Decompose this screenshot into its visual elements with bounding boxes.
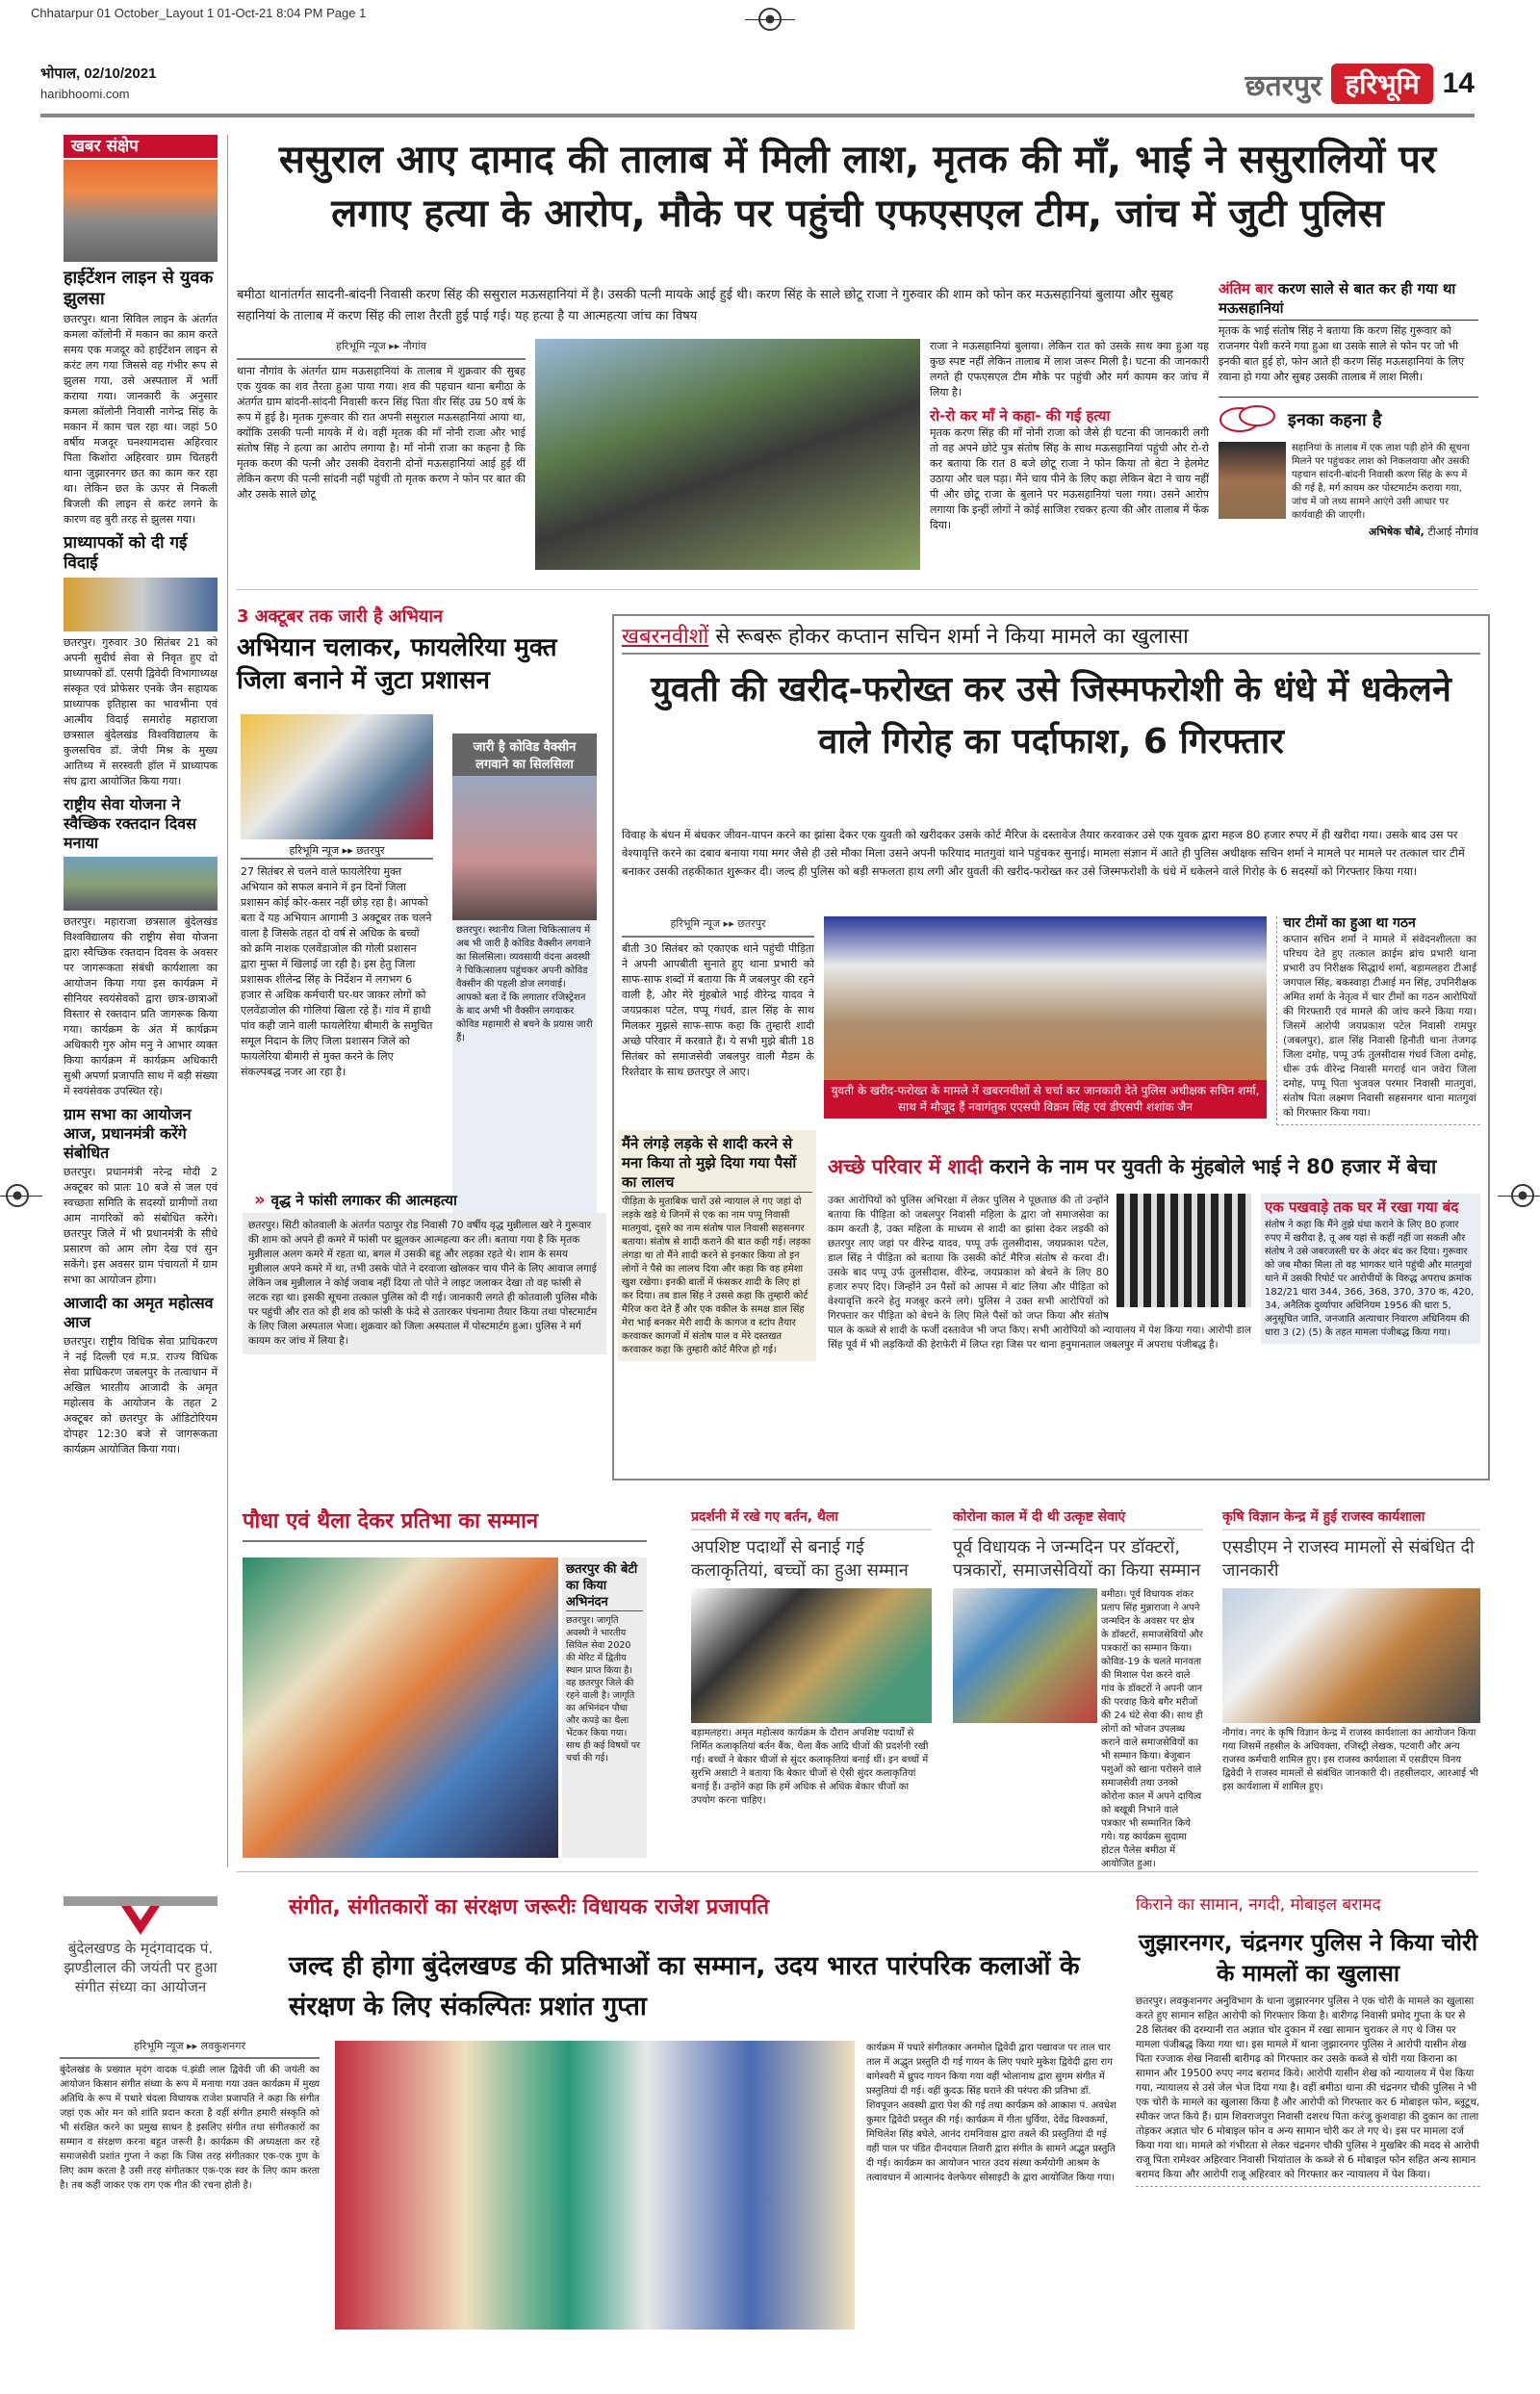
birthday-headline: पूर्व विधायक ने जन्मदिन पर डॉक्टरों, पत्रकारों, समाजसेवियों का किया सम्मान [953,1537,1201,1581]
exhibition-kicker: प्रदर्शनी में रखे गए बर्तन, थैला [691,1507,932,1531]
confinement-title: एक पखवाड़े तक घर में रखा गया बंद [1265,1198,1459,1216]
birthday-kicker: कोरोना काल में दी थी उत्कृष्ट सेवाएं [953,1507,1203,1531]
music-body-column [60,2039,320,2193]
trafficking-body-column [622,916,814,1080]
birthday-story [953,1507,1203,1871]
theft-kicker: किराने का सामान, नगदी, मोबाइल बरामद [1136,1895,1381,1915]
edition-name: छतरपुर [1245,68,1322,103]
quote-author: अभिषेक चौबे, [1368,526,1424,538]
jail-bars-photo [1116,1194,1251,1307]
theft-body: छतरपुर। लवकुशनगर अनुविभाग के थाना जुझारनगर पुलिस ने एक चोरी के मामले का खुलासा करते हुए सामान सहित आरोपी को गिरफ्तार किया है। बारीगढ़ निवासी प्रमोद गुप्ता के घर से 28 सितंबर की दरम्यानी रात अज्ञात चोर दुकान में रखा सामान चुराकर ले गए थे जिस पर मामला पंजीबद्ध किया गया था। इस मामले में थाना जुझारनगर पुलिस ने आरोपी यासीन शेख पिता रज्जाक शेख निवासी बारीगढ़ को गिरफ्तार कर उसके कब्जे से चोरी गया किराना का सामान और 19500 रुपए नगद बरामद किये। आरोपी यासीन शेख को न्यायालय में पेश किया गया, न्यायालय से उसे जेल भेज दिया गया है। वहीं बमीठा थाना की चंद्रनगर चौकी पुलिस ने भी एक चोरी के मामले का खुलासा किया है और आरोपी को गिरफ्तार कर 6 मोबाइल फोन, ब्लूटूथ, स्पीकर जप्त किये हैं। ग्राम शिवराजपुरा निवासी दशरथ पिता करंजू कुशवाहा की दुकान का ताला तोड़कर अज्ञात चोर 6 मोबाइल फोन व अन्य सामान चोरी कर ले गए थे। इस पर मामला दर्ज किया गया था। मामले को गंभीरता से लेकर चंद्रनगर चौकी पुलिस ने मुखबिर की मदद से आरोपी राजू पिता रामेश्वर अहिरवार निवासी भियांताल के कब्जे से 6 मोबाइल फोन सहित अन्य सामान बरामद किया और आरोपी राजू अहिरवार को गिरफ्तार कर न्यायालय में पेश किया। [1136,1995,1480,2187]
chevron-down-icon [121,1906,160,1935]
teams-body: कप्तान सचिन शर्मा ने मामले में संवेदनशीलता का परिचय देते हुए तत्काल क्राईम ब्रांच प्रभारी थाना प्रभारी उप निरीक्षक सिद्धार्थ शर्मा, बड़ामलहरा टीआई जगपाल सिंह, बकस्वाहा टीआई मन सिंह, उपनिरीक्षक अमित शर्मा के नेतृत्व में चार टीमों का गठन आरोपियों की गिरफ्तारी एवं मामले की जांच करने किया गया। जिसमें आरोपी जयप्रकाश पटेल निवासी रामपुर (जबलपुर), डाल सिंह निवासी हिनौती थाना तेजगढ़ जिला दमोह, पप्पू उर्फ तुलसीदास गंधर्व जिला दमोह, धीरू उर्फ वीरेन्द्र निवासी मगराई थान जवेरा जिला दमोह, पप्पू पिता भुजवल परमार निवासी मातगुवां, संतोष पिता लक्ष्मण निवासी सहसनगर थाना मातगुवां को गिरफ्तार किया गया। [1283,934,1476,1119]
suicide-headline: वृद्ध ने फांसी लगाकर की आत्महत्या [270,1191,457,1209]
brief-photo-2 [64,578,218,631]
quote-label: इनका कहना है [1288,410,1382,430]
covid-sidebar [452,734,597,1224]
brief-body: छतरपुर। गुरुवार 30 सितंबर 21 को अपनी सुदीर्घ सेवा से निवृत हुए दो प्राध्यापकों डॉ. एसपी द्विवेदी विभागाध्यक्ष संस्कृत एवं प्रोफेसर एनके जैन सहायक प्राध्यापक इतिहास का भावभीना एवं आत्मीय विदाई समारोह महाराजा छत्रसाल बुंदेलखंड विश्वविद्यालय के कुलसचिव डॉ. जेपी मिश्र के मुख्य आतिथ्य में सरस्वती हॉल में प्राध्यापक संघ द्वारा आयोजित किया गया। [64,636,218,787]
birthday-photo [953,1588,1097,1723]
brief-photo-1 [64,160,218,262]
lead-body-column-2 [930,339,1209,533]
lead-body: थाना नौगांव के अंतर्गत ग्राम मऊसहानियां के तालाब में शुक्रवार की सुबह एक युवक का शव तैरता हुआ पाया गया। शव की पहचान थाना बमीठा के अंतर्गत ग्राम बांदनी-सांदनी निवासी करन सिंह पिता वीर सिंह उम्र 50 वर्ष के रूप में हुई है। मृतक गुरूवार की रात अपनी ससुराल मऊसहानियां आया था, क्योंकि उसकी पत्नी मायके में थे। वहीं मृतक की माँ नोनी राजा और भाई संतोष सिंह ने हत्या का आरोप लगाया है। माँ नोनी राजा का कहना है कि मृतक करण की पत्नी और उसकी देवरानी दोनों मऊसहानियां आई हुई थीं लेकिन करण की पत्नी सांदनी नहीं पहुंची तो मृतक करण ने फोन पर बात की और उसके साले छोटू [237,365,526,501]
section-divider [237,589,1478,590]
trafficking-subhead-red: अच्छे परिवार में शादी [828,1155,983,1178]
brief-body: छतरपुर। प्रधानमंत्री नरेन्द्र मोदी 2 अक्टूबर को प्रातः 10 बजे से जल एवं स्वच्छता समिति के सदस्यों ग्रामीणों तथा आम नागरिकों को संबोधित करेंगे। छतरपुर जिले में भी प्रधानमंत्री के सीधे प्रसारण को आम लोग देख एवं सुन सकेंगे। इस अवसर ग्राम पंचायतों में ग्राम सभा का आयोजन होगा। [64,1166,218,1286]
lead-headline: ससुराल आए दामाद की तालाब में मिली लाश, मृतक की माँ, भाई ने ससुरालियों पर लगाए हत्या के आरोप, मौके पर पहुंची एफएसएल टीम, जांच में जुटी पुलिस [278,138,1437,236]
registration-mark-icon [6,1184,29,1207]
trafficking-photo [824,916,1267,1080]
lead-subhead: रो-रो कर माँ ने कहा- की गई हत्या [930,407,1111,425]
birthday-body: बमीठा। पूर्व विधायक शंकर प्रताप सिंह मुन्नाराजा ने अपने जन्मदिन के अवसर पर क्षेत्र के डॉक्टरों, समाजसेवियों और पत्रकारों का सम्मान किया। कोविड-19 के चलते मानवता की मिशाल पेश करने वाले गांव के डॉक्टरों ने अपनी जान की परवाह किये बगैर मरीजों की 24 घंटे सेवा की। साथ ही लोगों को भोजन उपलब्ध कराने वाले समाजसेवियों का भी सम्मान किया। बेजुबान पशुओं को खाना परोसने वाले समाजसेवी तथा उनको कोरोना काल में अपने दायित्व को बखूबी निभाने वाले पत्रकार भी सम्मानित किये गये। यह कार्यक्रम सुदामा होटल पैलेस बमीठा में आयोजित हुआ। [1101,1589,1203,1869]
victim-quote-body: पीड़िता के मुताबिक चारों उसे न्यायाल ले गए जहां दो लड़के खड़े थे जिनमें से एक का नाम पप्पू निवासी मातगुवां, दूसरे का नाम संतोष पाल निवासी सहसनगर बताया। संतोष से शादी कराने की बात कही गई। लड़का लंगड़ा था तो मैंने शादी करने से इनकार किया तो इन लोगों ने पैसे का लालच दिया और कहा कि वह हमेशा खुश रखेगा। इनकी बातों में फंसकर शादी के लिए हां कर दिया। तब डाल सिंह ने उससे कहा कि तुम्हारी कोर्ट मैरिज करा देते हैं और एक वकील के समक्ष डाल सिंह मेरा भाई बनकर मेरी शादी के कागज व स्टांप तैयार करवाकर कागजों में संतोष पाल व मेरे दस्तखत करवाकर कहा कि तुम्हारी कोर्ट मैरिज हो गई। [622,1197,811,1355]
trafficking-subhead [828,1153,1482,1180]
website-link[interactable]: haribhoomi.com [40,87,130,101]
teams-title: चार टीमों का हुआ था गठन [1283,915,1416,931]
music-photo [335,2041,855,2330]
talent-story [243,1507,647,1542]
theft-headline: जुझारनगर, चंद्रनगर पुलिस ने किया चोरी के मामलों का खुलासा [1138,1929,1478,1987]
filaria-photo [241,714,433,839]
speech-bubble-icon [1219,403,1276,436]
filaria-body: 27 सितंबर से चलने वाले फायलेरिया मुक्त अभियान को सफल बनाने में इन दिनों जिला प्रशासन कोई कोर-कसर नहीं छोड़ रहा है। आपको बता दें यह अभियान आगामी 3 अक्टूबर तक चलने वाला है जिसके तहत दो वर्ष से अधिक के बच्चों को क्रमि नाशक एलवेंडाजोल की गोली प्रशासन द्वारा मुफ्त में खिलाई जा रही है। इस हेतु जिला प्रशासक शीलेन्द्र सिंह के निर्देशन में लगभग 6 हजार से अधिक कर्मचारी घर-घर जाकर लोगों को एलवेंडाजोल की गोलियां खिला रहे हैं। गांव में हाथी पांव कही जाने वाली फायलेरिया बीमारी के समुचित समूल निदान के लिए जिला प्रशासन जिले को फायलेरिया बीमारी से मुक्त करने के लिए संकल्पबद्ध नजर आ रहा है। [241,865,433,1078]
trafficking-sub-column [828,1194,1251,1352]
covid-photo [452,776,597,920]
suicide-body: छतरपुर। सिटी कोतवाली के अंतर्गत पठापुर रोड निवासी 70 वर्षीय वृद्ध मुन्नीलाल खरे ने गुरूवार की शाम को अपने ही कमरे में फांसी पर झूलकर आत्महत्या कर ली। बताया गया है कि मृतक मुन्नीलाल अलग कमरे में रहता था, बगल में उसकी बहू और लड़का रहते थे। शाम के समय मुन्नीलाल अपने कमरे में था, तभी उसके पोते ने दरवाजा खोलकर चाय पीने के लिए आवाज लगाई लेकिन जब मुन्नीलाल ने कोई जवाब नहीं दिया तो पोते ने लाइट जलाकर देखा तो वह फांसी से लटक रहा था। इसकी सूचना तत्काल पुलिस को दी गई। जानकारी लगते ही कोतवाली पुलिस मौके पर पहुंची और रात को ही शव को फांसी के फंदे से उतारकर पंचनामा तैयार किया तथा पोस्टमार्टम के लिए जिला अस्पताल भेजा। शुक्रवार को जिला अस्पताल में पोस्टमार्टम हुआ। पुलिस ने मर्ग कायम कर जांच में लिया है। [243,1213,606,1354]
lead-body-continued: राजा ने मऊसहानियां बुलाया। लेकिन रात को उसके साथ क्या हुआ यह कुछ स्पष्ट नहीं लेकिन तालाब में लाश जरूर मिली है। घटना की जानकारी लगते ही एफएसएल टीम मौके पर पहुंची और मर्ग कायम कर जांच में लिया है। [930,340,1209,399]
exhibition-body: बड़ामलहरा। अमृत महोत्सव कार्यक्रम के दौरान अपशिष्ट पदार्थों से निर्मित कलाकृतियां बर्तन बैंक, थैला बैंक आदि चीजों की प्रदर्शनी रखी गई। बच्चों ने बेकार चीजों से सुंदर कलाकृतियां बनाई थीं। इन बच्चों में सुरभि असाटी ने बताया कि बेकार चीजों से ऐसी सुंदर कलाकृतियां बनाई हैं। उन्होंने कहा कि हमें अधिक से अधिक बेकार चीजों का उपयोग करना चाहिए। [691,1728,929,1806]
registration-mark-icon [1511,1184,1534,1207]
column-divider [227,135,228,1867]
decorative-bar [64,1896,218,1906]
dateline: भोपाल, 02/10/2021 [40,65,157,82]
page-header-left [40,64,156,101]
music-kicker: संगीत, संगीतकारों का संरक्षण जरूरीः विधायक राजेश प्रजापति [289,1895,770,1919]
chevron-right-icon: » [254,1190,266,1210]
filaria-story [237,605,603,697]
trafficking-headline: युवती की खरीद-फरोख्त कर उसे जिस्मफरोशी के धंधे में धकेलने वाले गिरोह का पर्दाफाश, 6 गिरफ्तार [651,670,1451,761]
trafficking-subhead-rest: कराने के नाम पर युवती के मुंहबोले भाई ने 80 हजार में बेचा [989,1155,1437,1178]
lead-body-column [237,339,526,502]
victim-quote-box [618,1130,816,1361]
registration-mark-icon [758,8,782,31]
brief-title: राष्ट्रीय सेवा योजना ने स्वैच्छिक रक्तदान दिवस मनाया [64,795,196,852]
trafficking-kicker-red: खबरनवीशों [622,625,709,649]
talent-headline: पौधा एवं थैला देकर प्रतिभा का सम्मान [243,1507,647,1542]
trafficking-byline: हरिभूमि न्यूज ▸▸ छतरपुर [622,916,814,938]
lead-sub-body: मृतक करण सिंह की माँ नोनी राजा को जैसे ही घटना की जानकारी लगी तो वह अपने छोटे पुत्र संतोष सिंह के साथ मऊसहानियां पहुंची और रो-रो कर बताया कि रात 8 बजे छोटू राजा ने फोन किया तो बेटा ने हेलमेट उठाया और चल पड़ा। मैंने चाय पीने के लिए कहा लेकिन बेटा ने चाय नहीं पी और छोटू राजा के बुलाने पर मऊसहानियां चला गया। उसने आरोप लगाया कि इन्हीं लोगों ने कोई साजिश रचकर हत्या की और तालाब में फेंक दिया। [930,426,1209,531]
music-headline: जल्द ही होगा बुंदेलखण्ड की प्रतिभाओं का सम्मान, उदय भारत पारंपरिक कलाओं के संरक्षण के लिए संकल्पितः प्रशांत गुप्ता [289,1951,1080,2021]
talent-photo [243,1557,558,1858]
talent-side-title: छतरपुर की बेटी का किया अभिनंदन [566,1561,643,1611]
revenue-headline: एसडीएम ने राजस्व मामलों से संबंधित दी जानकारी [1222,1537,1475,1581]
side-title: करण साले से बात कर ही गया था मऊसहानियां [1219,280,1456,317]
exhibition-story [691,1507,932,1808]
lead-byline: हरिभूमि न्यूज ▸▸ नौगांव [237,339,526,360]
exhibition-photo [691,1588,932,1723]
brief-title: प्राध्यापकों को दी गई विदाई [64,533,188,573]
brief-photo-3 [64,857,218,911]
revenue-photo [1222,1588,1480,1723]
trafficking-kicker [622,624,1480,655]
brief-body: छतरपुर। महाराजा छत्रसाल बुंदेलखंड विश्वविद्यालय की राष्ट्रीय सेवा योजना द्वारा स्वैच्छिक रक्तदान दिवस के अवसर पर जागरूकता संबंधी कार्यशाला का आयोजन किया गया इस कार्यक्रम में सीनियर स्वयंसेवकों द्वारा छात्र-छात्राओं विस्तार से रक्तदान प्रति जागरूक किया गया। कार्यक्रम के अंत में कार्यक्रम अधिकारी गुरु ओम मनु ने आभार व्यक्त किया कार्यक्रम में कार्यक्रम अधिकारी सुश्री अपर्णा प्रजापति साथ में बड़ी संख्या में स्वयंसेवक उपस्थित रहे। [64,915,218,1097]
header-rule [40,114,1475,117]
talent-sidebar [562,1557,647,1858]
brief-title: आजादी का अमृत महोत्सव आज [64,1294,214,1331]
brand-logo: हरिभूमि [1331,64,1432,104]
print-slug: Chhatarpur 01 October_Layout 1 01-Oct-21 8:04 PM Page 1 [31,6,367,20]
lead-summary: बमीठा थानांतर्गत सादनी-बांदनी निवासी करण सिंह की ससुराल मऊसहानियां में है। उसकी पत्नी मायके आई हुई थी। करण सिंह के साले छोटू राजा ने गुरुवार की शाम को फोन कर मऊसहानियां बुलाया और सुबह सहानियां के तालाब में करण सिंह की लाश तैरती हुई पाई गई। यह हत्या है या आत्महत्या जांच का विषय [237,288,1173,323]
trafficking-sub-body: उक्त आरोपियों को पुलिस अभिरक्षा में लेकर पुलिस ने पूछताछ की तो उन्होंने बताया कि पीड़िता को जबलपुर निवासी महिला के द्वारा जो समाजसेवा का काम करती है, उक्त महिला के माध्यम से शादी का झांसा देकर लड़की को छतरपुर लाए जहां पर वीरेन्द्र यादव, पप्पू उर्फ तुलसीदास, जयप्रकाश पटेल, डाल सिंह ने पीड़िता को बताया कि उसकी कोर्ट मैरिज संतोष से करवा दी। उसके बाद पप्पू उर्फ तुलसीदास, वीरेन्द्र, जयप्रकाश को बेचने के लिए 80 हजार रुपए दिए। जिन्होंने उन पैसों को आपस में बांट लिया और पीड़िता को वेश्यावृत्ति करने हेतु मजबूर करने लगे। पुलिस ने उक्त सभी आरोपियों को गिरफ्तार कर पीड़िता को बेचने के लिए मिले पैसों को जप्त किया और संतोष पाल के कब्जे से शादी के फर्जी दस्तावेज भी जप्त किए। सभी आरोपियों को न्यायालय में पेश किया गया। आरोपी डाल सिंह पूर्व में भी लड़कियों की हेराफेरी में लिप्त रहा जिस पर थाना हनुमानताल जबलपुर में अपराध पंजीबद्ध है। [828,1195,1251,1351]
suicide-header [254,1190,601,1210]
side-story [1219,279,1478,539]
exhibition-headline: अपशिष्ट पदार्थों से बनाई गई कलाकृतियां, बच्चों का हुआ सम्मान [691,1537,909,1581]
talent-side-body: छतरपुर। जागृति अवस्थी ने भारतीय सिविल सेवा 2020 की मेरिट में द्वितीय स्थान प्राप्त किया है। वह छतरपुर जिले की रहने वाली है। जागृति का अभिनंदन पौधा और कपड़े का थैला भेंटकर किया गया। साथ ही कई विषयों पर चर्चा की गई। [566,1615,640,1763]
brief-label: खबर संक्षेप [64,135,218,158]
trafficking-photo-caption: युवती के खरीद-फरोख्त के मामले में खबरनवीशों से चर्चा कर जानकारी देते पुलिस अधीक्षक सचिन शर्मा, साथ में मौजूद हैं नवागंतुक एएसपी विक्रम सिंह एवं डीएसपी शशांक जैन [824,1080,1267,1119]
brief-body: छतरपुर। थाना सिविल लाइन के अंतर्गत कमला कॉलोनी में मकान का काम करते समय एक मजदूर को हाईटेंशन लाइन से करंट लग गया जिससे वह गंभीर रूप से झुलस गया, उसे अस्पताल में भर्ती कराया गया। जानकारी के अनुसार कमला कॉलोनी निवासी नागेन्द्र सिंह के मकान में काम चल रहा था। जहां 50 वर्षीय मजदूर घनश्यामदास अहिरवार पिता किशोरा अहिरवार ग्राम चितहरी थाना जुझारनगर छत का काम कर रहा था। लेकिन छत के ऊपर से निकली बिजली की लाइन से करंट लगने के कारण वह बुरी तरह से झुलस गया। [64,313,218,526]
confinement-body: संतोष ने कहा कि मैंने तुझे धंधा कराने के लिए 80 हजार रुपए में खरीदा है, तू अब यहां से कहीं नहीं जा सकती और संतोष ने उसे जबरजस्ती घर के अंदर बंद कर दिया। गुरूवार को जब मौका मिला तो वह भागकर थाने पहुंची और मातगुवां थाने में उसकी रिपोर्ट पर आरोपीयों के विरुद्ध अपराध क्रमांक 182/21 धारा 344, 366, 368, 370, 370 क, 420, 34, अनैतिक दुर्व्यापार अधिनियम 1956 की धारा 5, अनुसूचित जाति, जनजाति अत्याचार निवारण अधिनियम की धारा 3 (2) (5) के तहत मामला पंजीबद्ध किया गया। [1265,1220,1475,1338]
quote-author-photo [1219,442,1286,519]
quote-author-role: टीआई नौगांव [1427,526,1478,538]
lead-photo [535,339,920,570]
covid-body: छतरपुर। स्थानीय जिला चिकित्सालय में अब भी जारी है कोविड वैक्सीन लगवाने का सिलसिला। व्यवसायी वंदना अवस्थी ने चिकित्सालय पहुंचकर अपनी कोविड वैक्सीन की पहली डोज लगवाई। आपको बता दें कि लगातार रजिस्ट्रेशन के बाद अभी भी वैक्सीन लगवाकर कोविड महामारी से बचने के प्रयास जारी हैं। [456,925,593,1043]
music-side [64,1896,218,1996]
trafficking-body: बीती 30 सितंबर को एकाएक थाने पहुंची पीड़िता ने अपनी आपबीती सुनाते हुए थाना प्रभारी को साफ-साफ शब्दों में बताया कि मैं जबलपुर की रहने वाली है, और मेरे मुंहबोले भाई वीरेन्द्र यादव ने जयप्रकाश पटेल, पप्पू गंधर्व, डाल सिंह के साथ मिलकर मुझसे साफ-साफ कहा कि तुम्हारी शादी अच्छे परिवार में करवाते हैं। ये सभी मुझे बीती 18 सितंबर को समाजसेवी जबलपुर वाली मैडम के रिश्तेदार के साथ छतरपुर ले आए। [622,942,814,1078]
brief-title: हाईटेंशन लाइन से युवक झुलसा [64,268,214,309]
theft-story [1136,1894,1480,2187]
filaria-kicker: 3 अक्टूबर तक जारी है अभियान [237,606,443,627]
music-body-2: कार्यक्रम में पधारे संगीतकार अनमोल द्विवेदी द्वारा पखावज पर ताल चार ताल में अद्भुत प्रस्तुति दी गई गायन के लिए पधारे मुकेश द्विवेदी द्वारा राग बागेश्वरी में ध्रुपद गायन किया गया वहीं भोलानाथ द्वारा सुगम संगीत में प्रस्तुतियां दी गई। वहीं कुदऊ सिंह घराने की परंपरा की प्रतिभा डॉ. शिवपूजन अवस्थी द्वारा पेश की गई तथा कार्यक्रम को आकाश पं. अवधेश कुमार द्विवेदी प्रस्तुत की गई। कार्यक्रम में गीता धुर्विया, देवेंद्र विश्वकर्मा, मिथिलेश सिंह बघेले, आनंद रामनिवास द्वारा तबले की प्रस्तुतियां दी गई वहीं पाल पर पंडित दीनदयाल तिवारी द्वारा संगीत के सामने अद्भुत प्रस्तुति दी गई। कार्यक्रम का आयोजन भारत उदय संस्था कर्मयोगी आश्रम के तत्वावधान में आत्मानंद वेलफेयर सोसाइटी के द्वारा आयोजित किया गया। [866,2043,1116,2183]
quote-text: सहानियां के तालाब में एक लाश पड़ी होने की सूचना मिलने पर पहुंचकर लाश को निकलवाया और उसकी पहचान सांदनी-बांदनी निवासी करण सिंह के रूप में की गई है, मर्ग कायम कर पोस्टमार्टम कराया गया, जांच में जो तथ्य सामने आएंगे उसी आधार पर कार्यवाही की जाएगी। [1292,443,1470,521]
teams-sidebar [1276,916,1480,1125]
revenue-kicker: कृषि विज्ञान केन्द्र में हुई राजस्व कार्यशाला [1222,1507,1480,1531]
confinement-box [1261,1194,1480,1344]
masthead [1245,64,1475,104]
section-divider [237,1871,1478,1872]
brief-title: ग्राम सभा का आयोजन आज, प्रधानमंत्री करेंगे संबोधित [64,1105,192,1162]
news-brief-column [64,135,218,1457]
music-byline: हरिभूमि न्यूज ▸▸ लवकुशनगर [60,2039,320,2059]
filaria-headline: अभियान चलाकर, फायलेरिया मुक्त जिला बनाने में जुटा प्रशासन [237,633,557,695]
side-body: मृतक के भाई संतोष सिंह ने बताया कि करण सिंह गुरूवार को राजनगर पेशी करने गया हुआ था उसके साले से फोन पर जो भी इनकी बात हुई हो, फोन आते ही करण सिंह मऊसहानियां के लिए रवाना हो गया और सुबह उसकी तालाब में लाश मिली। [1219,324,1465,383]
trafficking-summary: विवाह के बंधन में बंधकर जीवन-यापन करने का झांसा देकर एक युवती को खरीदकर उसके कोर्ट मैरिज के दस्तावेज तैयार करवाकर उसे एक युवक द्वारा महज 80 हजार रुपए में ही खरीदा गया। उसके बाद उस पर वेश्यावृत्ति करने का दबाव बनाया गया मगर जैसे ही उसे मौका मिला उसने अपनी फरियाद मातगुवां थाने पहुंचकर सुनाई। मामला संज्ञान में आते ही पुलिस अधीक्षक सचिन शर्मा ने मामले पर मामले पर तत्काल चार टीमें बनाकर उसकी तहकीकात शुरूकर दी। जल्द ही पुलिस को बड़ी सफलता हाथ लगी और युवती की खरीद-फरोख्त कर उसे जिस्मफरोशी के धंधे में धकेलने वाले गिरोह के 6 सदस्यों को गिरफ्तार किया गया। [622,828,1465,878]
covid-label: जारी है कोविड वैक्सीन लगवाने का सिलसिला [452,734,597,776]
brief-body: छतरपुर। राष्ट्रीय विधिक सेवा प्राधिकरण ने नई दिल्ली एवं म.प्र. राज्य विधिक सेवा प्राधिकरण जबलपुर के तत्वाधान में अखिल भारतीय आजादी के अमृत महोत्सव के आयोजन के तहत 2 अक्टूबर को छतरपुर के ऑडिटोरियम दोपहर 12:30 बजे से जागरूकता कार्यक्रम आयोजित किया गया। [64,1335,218,1455]
side-kicker: अंतिम बार [1219,280,1273,297]
revenue-story [1222,1507,1480,1794]
revenue-body: नौगांव। नगर के कृषि विज्ञान केन्द्र में राजस्व कार्यशाला का आयोजन किया गया जिसमें तहसील के अधिवक्ता, रजिस्ट्री लेखक, पटवारी और अन्य राजस्व कर्मचारी शामिल हुए। इस राजस्व कार्यशाला में एसडीएम विनय द्विवेदी ने राजस्व मामलों से संबंधित जानकारी दी। तहसीलदार, आरआई भी इस कार्यशाला में शामिल हुए। [1222,1728,1478,1792]
music-body: बुंदेलखंड के प्रख्यात मृदंग वादक पं.झंडी लाल द्विवेदी जी की जयंती का आयोजन किसान संगीत संध्या के रूप में मनाया गया उक्त कार्यक्रम में मुख्य अतिथि के रूप में पधारे चंदला विधायक राजेश प्रजापति ने कहा कि संगीत जहां एक ओर मन को शांति प्रदान करता है वहीं संगीत हमारी संस्कृति को भी संरक्षित करने का प्रमुख साधन है इसलिए संगीत तथा संगीतकारों का सम्मान व संरक्षण करना बहुत जरूरी है। कार्यक्रम की अध्यक्षता कर रहे समाजसेवी प्रशांत गुप्ता ने कहा कि जिस तरह संगीतकार एक-एक गुण के लिए काम करता है उसी तरह संगीतकार एक-एक स्वर के लिए काम करता है। तब कहीं जाकर एक राग एक गीत की रचना होती है। [60,2065,320,2191]
filaria-byline: हरिभूमि न्यूज ▸▸ छतरपुर [241,843,433,860]
music-side-title: बुंदेलखण्ड के मृदंगवादक पं. झण्डीलाल की जयंती पर हुआ संगीत संध्या का आयोजन [64,1940,218,1995]
victim-quote-title: मैंने लंगड़े लड़के से शादी करने से मना किया तो मुझे दिया गया पैसों का लालच [622,1134,812,1193]
trafficking-kicker-rest: से रूबरू होकर कप्तान सचिन शर्मा ने किया मामले का खुलासा [715,625,1189,649]
page-number: 14 [1442,67,1475,99]
